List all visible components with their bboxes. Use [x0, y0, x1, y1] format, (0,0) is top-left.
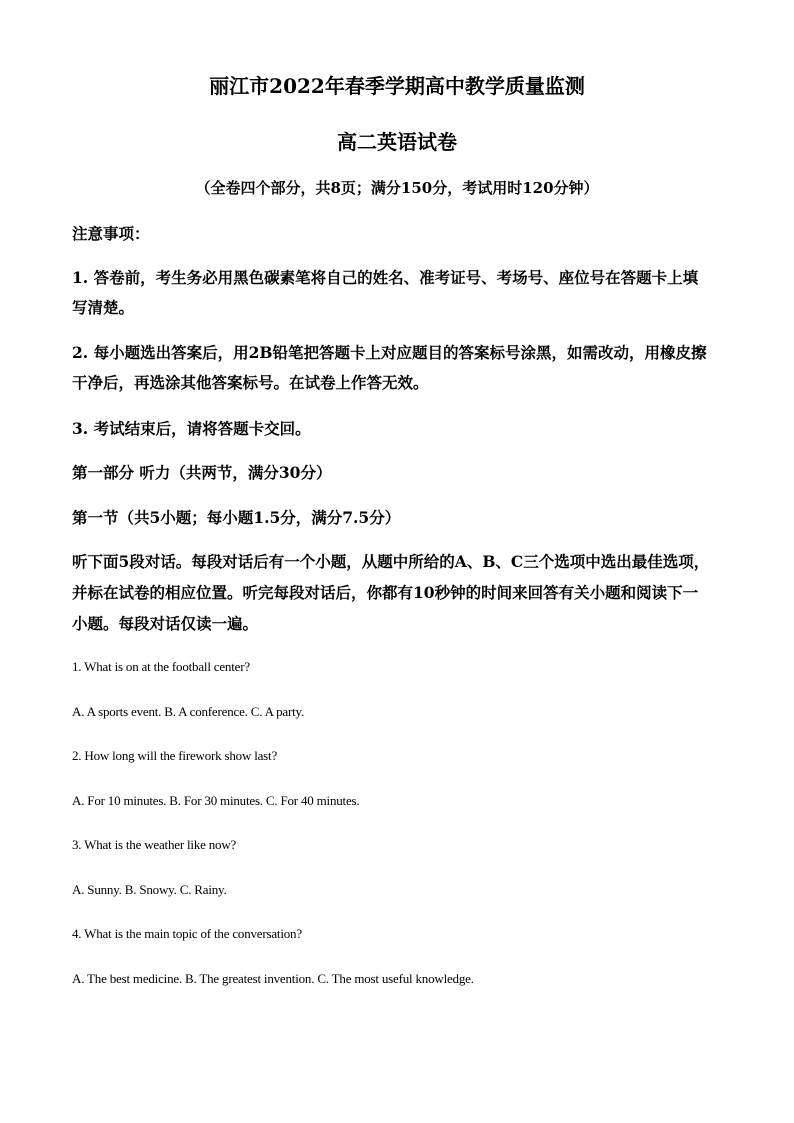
question-4-options: A. The best medicine. B. The greatest invention. C. The most useful knowledge. [72, 971, 474, 986]
question-4: 4. What is the main topic of the conversation? [72, 926, 302, 941]
notes-heading: 注意事项： [72, 224, 150, 243]
question-3: 3. What is the weather like now? [72, 837, 237, 852]
note-item-2-line-2: 干净后，再选涂其他答案标号。在试卷上作答无效。 [72, 373, 429, 392]
section1-heading: 第一节（共5小题；每小题1.5分，满分7.5分） [72, 508, 401, 527]
question-1-options: A. A sports event. B. A conference. C. A party. [72, 704, 305, 719]
question-1: 1. What is on at the football center? [72, 659, 250, 674]
page-title: 丽江市2022年春季学期高中教学质量监测 [209, 74, 585, 98]
instructions-line-3: 小题。每段对话仅读一遍。 [72, 614, 259, 633]
instructions-line-2: 并标在试卷的相应位置。听完每段对话后，你都有10秒钟的时间来回答有关小题和阅读下一 [72, 583, 699, 602]
page-subtitle: 高二英语试卷 [337, 130, 457, 154]
instructions-line-1: 听下面5段对话。每段对话后有一个小题，从题中所给的A、B、C三个选项中选出最佳选项， [72, 552, 710, 571]
note-item-2-line-1: 2. 每小题选出答案后，用2B铅笔把答题卡上对应题目的答案标号涂黑，如需改动，用橡皮擦 [72, 343, 707, 362]
question-2: 2. How long will the firework show last? [72, 748, 278, 763]
part1-heading: 第一部分 听力（共两节，满分30分） [72, 463, 332, 482]
question-2-options: A. For 10 minutes. B. For 30 minutes. C. For 40 minutes. [72, 793, 360, 808]
question-3-options: A. Sunny. B. Snowy. C. Rainy. [72, 882, 227, 897]
note-item-1-line-2: 写清楚。 [72, 298, 135, 317]
note-item-1-line-1: 1. 答卷前，考生务必用黑色碳素笔将自己的姓名、准考证号、考场号、座位号在答题卡上填 [72, 268, 699, 287]
exam-info: （全卷四个部分，共8页；满分150分，考试用时120分钟） [195, 179, 599, 197]
note-item-3: 3. 考试结束后，请将答题卡交回。 [72, 419, 311, 438]
